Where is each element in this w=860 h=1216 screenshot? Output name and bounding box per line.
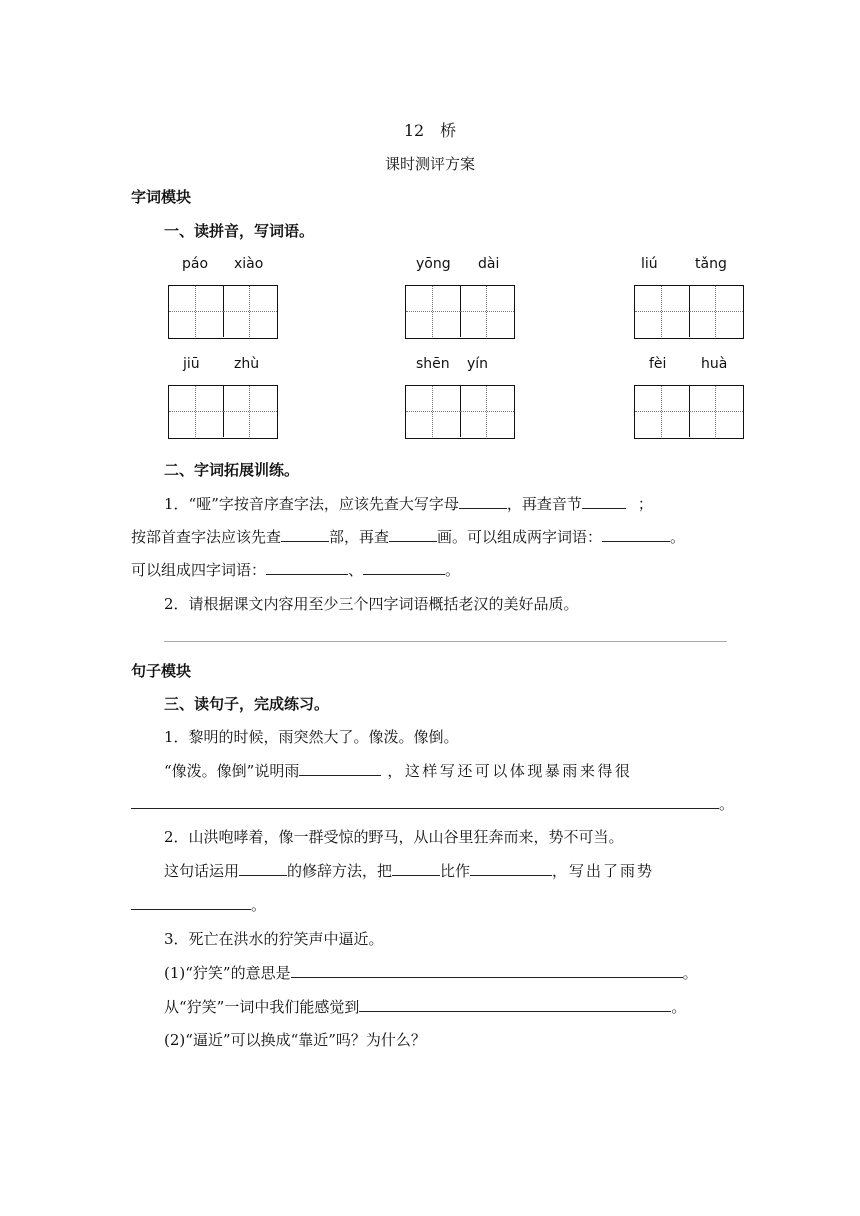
- sentence-q1-line2: 。: [131, 793, 734, 814]
- answer-blank[interactable]: [239, 861, 287, 876]
- pinyin-4a: jiū: [183, 356, 200, 372]
- sentence-q2-prompt: 这句话运用 的修辞方法，把 比作 ，写出了雨势: [164, 862, 655, 880]
- sentence-q3-part2: (2)“逼近”可以换成“靠近”吗？为什么？: [164, 1031, 426, 1049]
- answer-blank[interactable]: [131, 895, 251, 910]
- sentence-q1-prompt: “像泼。像倒”说明雨 ，这样写还可以体现暴雨来得很: [164, 762, 633, 780]
- answer-blank[interactable]: [266, 560, 348, 575]
- question-2: 2．请根据课文内容用至少三个四字词语概括老汉的美好品质。: [164, 595, 579, 613]
- answer-blank[interactable]: [470, 861, 552, 876]
- writing-grid[interactable]: [405, 385, 515, 439]
- pinyin-1b: xiào: [234, 256, 264, 272]
- section1-title: 一、读拼音，写词语。: [164, 222, 315, 240]
- answer-blank[interactable]: [359, 997, 671, 1012]
- pinyin-4b: zhù: [234, 356, 260, 372]
- answer-blank[interactable]: [459, 494, 507, 509]
- writing-grid[interactable]: [634, 385, 744, 439]
- section2-title: 二、字词拓展训练。: [164, 461, 300, 479]
- question-1-line1: 1．“哑”字按音序查字法，应该先查大写字母 ，再查音节 ；: [164, 495, 653, 513]
- answer-blank[interactable]: [389, 527, 437, 542]
- pinyin-1a: páo: [182, 256, 209, 272]
- module-title-words: 字词模块: [131, 188, 192, 206]
- module-title-sentences: 句子模块: [131, 662, 192, 680]
- sentence-q3-feel: 从“狞笑”一词中我们能感觉到 。: [164, 998, 687, 1016]
- section3-title: 三、读句子，完成练习。: [164, 695, 330, 713]
- sentence-q2-line2: 。: [131, 894, 266, 915]
- question-1-line3: 可以组成四字词语： 、 。: [131, 561, 461, 579]
- pinyin-2b: dài: [478, 256, 500, 272]
- lesson-title: 12 桥: [403, 121, 457, 140]
- pinyin-5b: yín: [467, 356, 489, 372]
- page-subtitle: 课时测评方案: [384, 155, 475, 173]
- writing-grid[interactable]: [405, 285, 515, 339]
- writing-grid[interactable]: [168, 385, 278, 439]
- writing-grid[interactable]: [168, 285, 278, 339]
- pinyin-3b: tǎng: [695, 256, 727, 272]
- pinyin-2a: yōng: [416, 256, 451, 272]
- answer-blank[interactable]: [281, 527, 329, 542]
- pinyin-6b: huà: [701, 356, 728, 372]
- sentence-q3-part1: (1)“狞笑”的意思是 。: [164, 964, 698, 982]
- answer-blank[interactable]: [602, 527, 670, 542]
- answer-blank[interactable]: [291, 963, 683, 978]
- answer-blank[interactable]: [582, 494, 626, 509]
- answer-blank[interactable]: [363, 560, 445, 575]
- question-1-line2: 按部首查字法应该先查 部，再查 画。可以组成两字词语： 。: [131, 528, 686, 546]
- sentence-q1: 1．黎明的时候，雨突然大了。像泼。像倒。: [164, 728, 459, 746]
- writing-grid[interactable]: [634, 285, 744, 339]
- answer-blank[interactable]: [299, 761, 381, 776]
- pinyin-6a: fèi: [649, 356, 667, 372]
- answer-blank[interactable]: [392, 861, 440, 876]
- sentence-q2: 2．山洪咆哮着，像一群受惊的野马，从山谷里狂奔而来，势不可当。: [164, 828, 624, 846]
- sentence-q3: 3．死亡在洪水的狞笑声中逼近。: [164, 930, 384, 948]
- pinyin-5a: shēn: [416, 356, 450, 372]
- pinyin-3a: liú: [641, 256, 658, 272]
- answer-blank[interactable]: [131, 794, 719, 809]
- answer-line[interactable]: [164, 641, 727, 642]
